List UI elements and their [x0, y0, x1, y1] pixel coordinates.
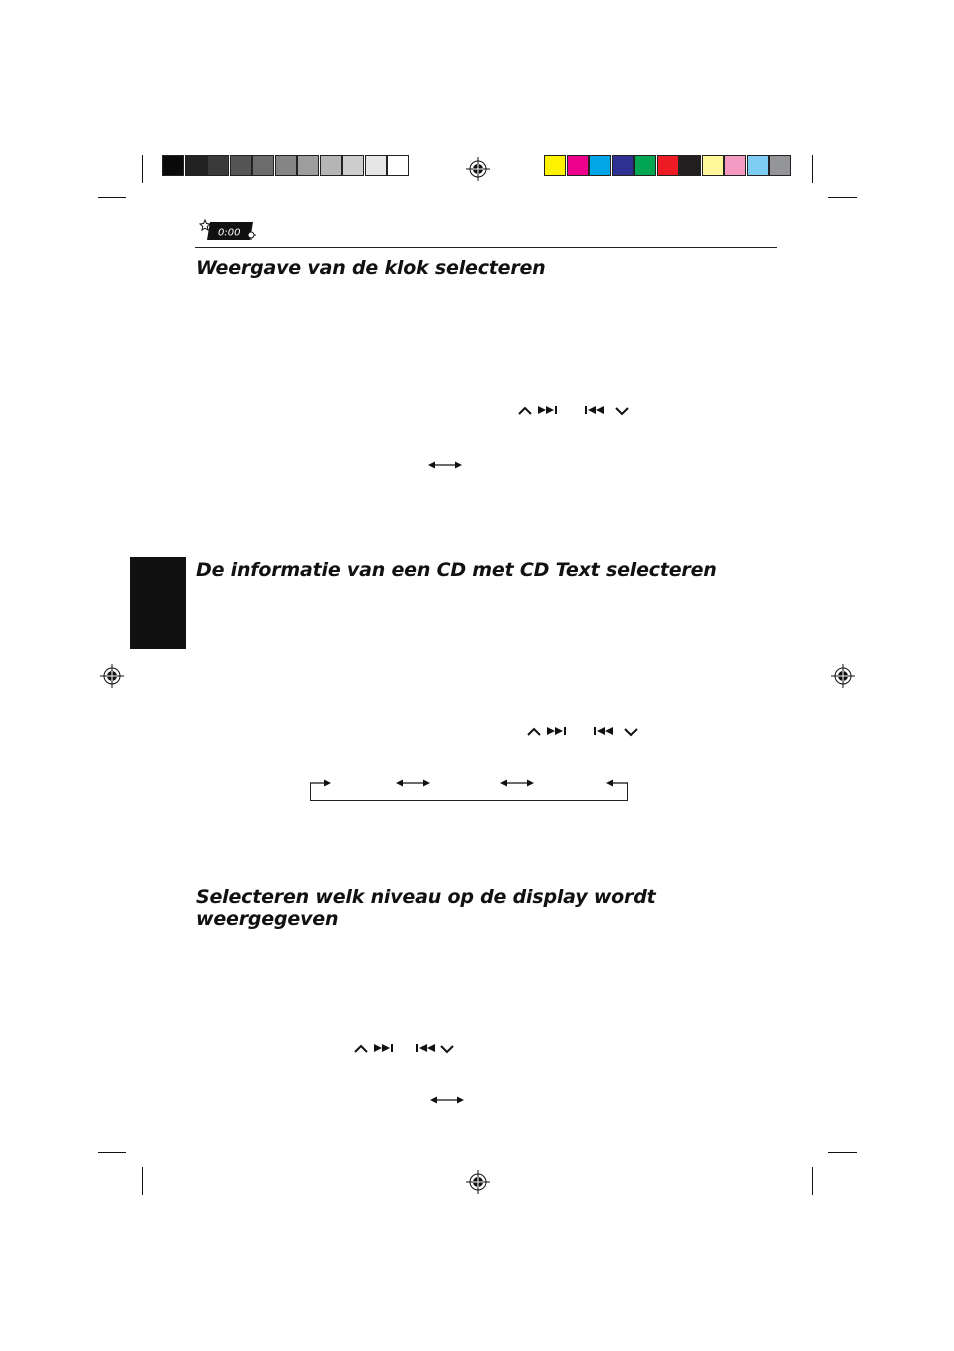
color-swatch [230, 155, 252, 176]
clock-time-text: 0:00 [218, 227, 241, 239]
color-swatch [387, 155, 409, 176]
crop-mark [828, 1152, 857, 1153]
color-swatch [769, 155, 791, 176]
crop-mark [98, 197, 126, 198]
header-rule [195, 247, 777, 248]
toggle-arrow-icon [428, 459, 462, 471]
prev-down-button-icon [592, 723, 642, 739]
prev-down-button-icon [414, 1040, 464, 1056]
color-swatch [612, 155, 634, 176]
color-swatch [342, 155, 364, 176]
up-next-button-icon [518, 402, 566, 418]
color-swatch [252, 155, 274, 176]
section-title-cd-text: De informatie van een CD met CD Text selecteren [196, 559, 717, 581]
color-swatch [589, 155, 611, 176]
crop-mark [828, 197, 857, 198]
color-swatch [657, 155, 679, 176]
color-swatch [275, 155, 297, 176]
crop-mark [812, 155, 813, 183]
color-swatch [207, 155, 229, 176]
crop-mark [142, 1167, 143, 1195]
toggle-arrow-icon [396, 777, 430, 789]
up-next-button-icon [527, 723, 575, 739]
arrow-left-icon [606, 777, 628, 789]
registration-mark-icon [100, 664, 124, 688]
crop-mark [98, 1152, 126, 1153]
color-swatch [679, 155, 701, 176]
color-swatch [702, 155, 724, 176]
color-swatch [320, 155, 342, 176]
color-swatch [162, 155, 184, 176]
color-swatch [544, 155, 566, 176]
section-title-clock: Weergave van de klok selecteren [196, 257, 546, 279]
registration-mark-icon [466, 1170, 490, 1194]
color-swatch [567, 155, 589, 176]
color-swatch [297, 155, 319, 176]
color-swatch [634, 155, 656, 176]
crop-mark [142, 155, 143, 183]
arrow-right-icon [310, 777, 332, 789]
toggle-arrow-icon [430, 1094, 464, 1106]
color-swatch [724, 155, 746, 176]
registration-mark-icon [831, 664, 855, 688]
prev-down-button-icon [583, 402, 633, 418]
registration-mark-icon [466, 157, 490, 181]
crop-mark [812, 1167, 813, 1195]
toggle-arrow-icon [500, 777, 534, 789]
section-title-display-level: Selecteren welk niveau op de display wordt weergegeven [196, 886, 656, 930]
up-next-button-icon [354, 1040, 402, 1056]
color-swatch [185, 155, 207, 176]
clock-display-icon [196, 219, 260, 243]
color-swatch [747, 155, 769, 176]
cycle-flow-loop [310, 783, 628, 801]
color-swatch [365, 155, 387, 176]
language-tab [130, 557, 186, 649]
